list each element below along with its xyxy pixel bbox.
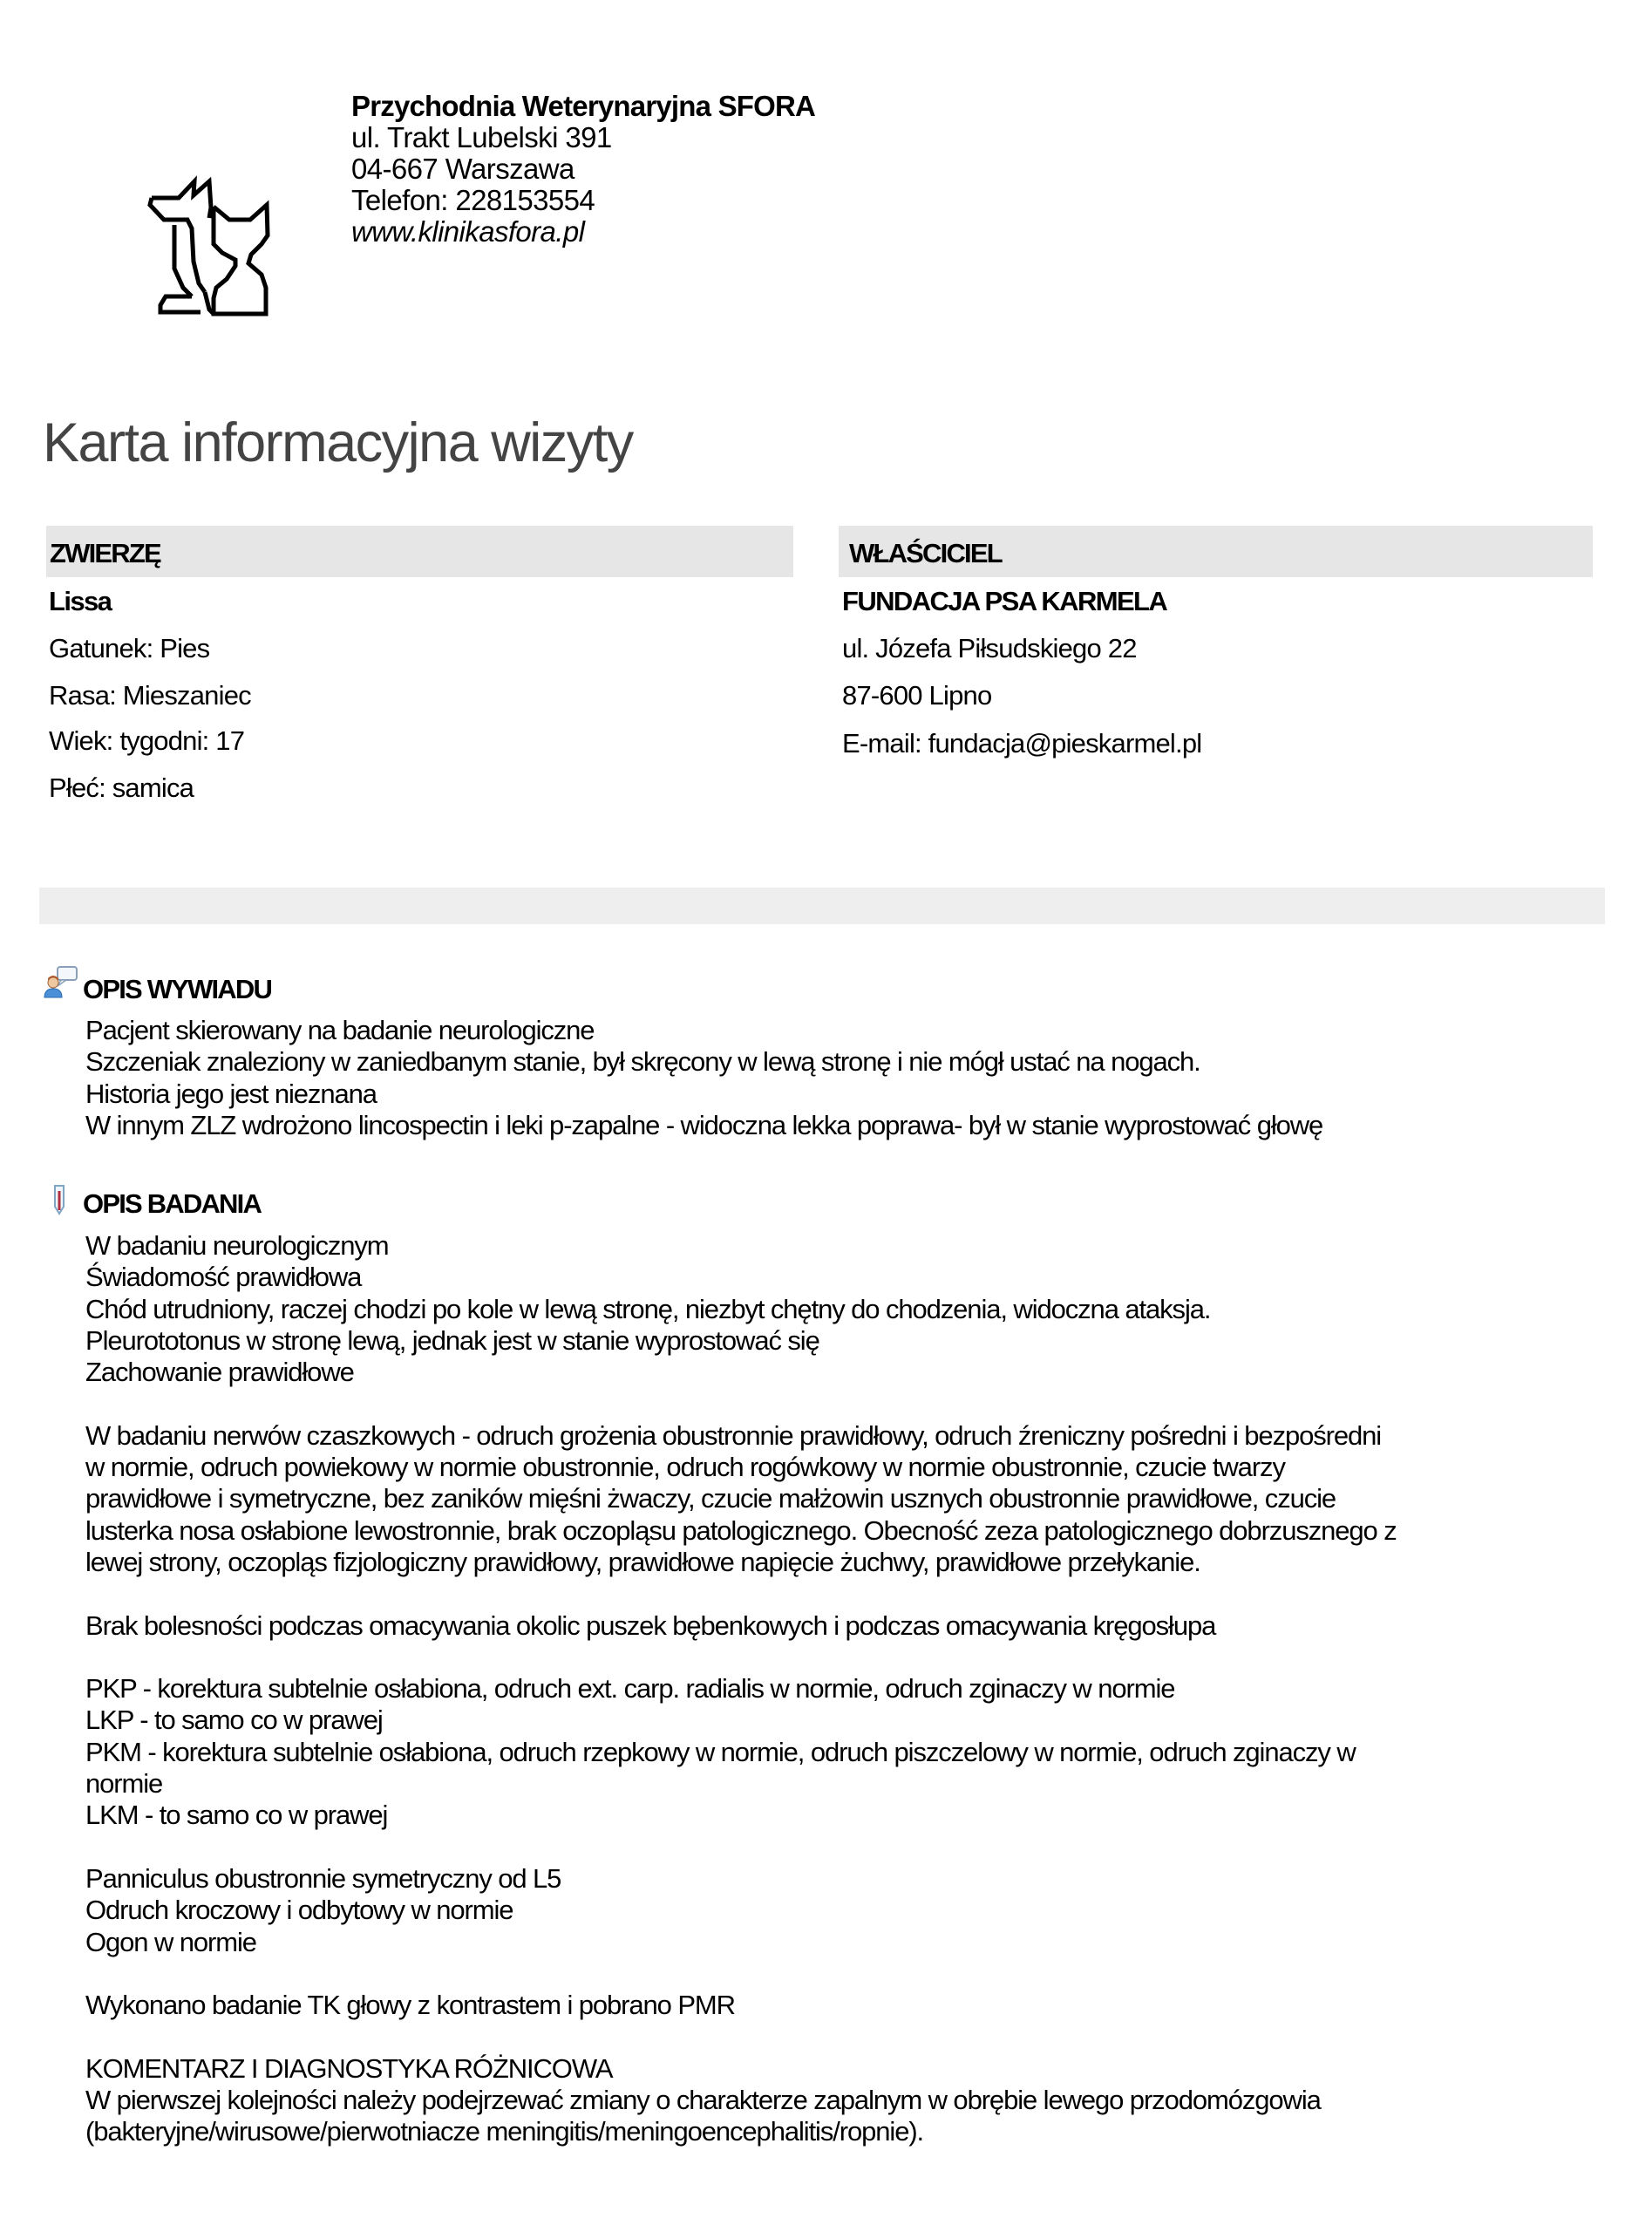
- examination-heading: OPIS BADANIA: [83, 1188, 262, 1219]
- animal-species: Gatunek: Pies: [49, 633, 210, 663]
- animal-section-header: [46, 526, 793, 577]
- examination-text: [85, 1230, 1397, 2148]
- section-divider-bar: [39, 888, 1605, 924]
- examination-line: PKP - korektura subtelnie osłabiona, odruch ext. carp. radialis w normie, odruch zginaczy w normie: [85, 1673, 1175, 1705]
- owner-name: FUNDACJA PSA KARMELA: [842, 586, 1167, 616]
- clinic-street: ul. Trakt Lubelski 391: [351, 121, 612, 153]
- clinic-name: Przychodnia Weterynaryjna SFORA: [351, 90, 816, 122]
- owner-section-header: [839, 526, 1593, 577]
- owner-header-label: WŁAŚCICIEL: [849, 538, 1002, 568]
- interview-text: [85, 1015, 1322, 1141]
- examination-line: Świadomość prawidłowa: [85, 1262, 362, 1293]
- examination-line: Pleurototonus w stronę lewą, jednak jest w stanie wyprostować się: [85, 1324, 819, 1356]
- clinic-info: [351, 91, 815, 248]
- interview-line: Historia jego jest nieznana: [85, 1078, 377, 1109]
- examination-line: Zachowanie prawidłowe: [85, 1357, 354, 1388]
- examination-line: PKM - korektura subtelnie osłabiona, odruch rzepkowy w normie, odruch piszczelowy w normie, odruch zginaczy w: [85, 1736, 1356, 1767]
- examination-line: Wykonano badanie TK głowy z kontrastem i pobrano PMR: [85, 1990, 735, 2021]
- interview-heading: OPIS WYWIADU: [83, 974, 272, 1004]
- person-speech-icon: [44, 965, 80, 1000]
- animal-name: Lissa: [49, 586, 112, 616]
- examination-line: LKM - to samo co w prawej: [85, 1800, 388, 1831]
- examination-line: Brak bolesności podczas omacywania okolic puszek bębenkowych i podczas omacywania kręgosłupa: [85, 1609, 1216, 1641]
- animal-header-label: ZWIERZĘ: [50, 538, 160, 568]
- examination-line: normie: [85, 1768, 163, 1800]
- examination-line: lewej strony, oczopląs fizjologiczny prawidłowy, prawidłowe napięcie żuchwy, prawidłowe przełykanie.: [85, 1546, 1200, 1577]
- examination-line: W badaniu neurologicznym: [85, 1230, 389, 1261]
- examination-line: W badaniu nerwów czaszkowych - odruch grożenia obustronnie prawidłowy, odruch źreniczny pośredni i bezpośredni: [85, 1419, 1382, 1451]
- animal-breed: Rasa: Mieszaniec: [49, 680, 251, 711]
- examination-line: Ogon w normie: [85, 1926, 256, 1957]
- examination-line: [85, 1578, 1397, 1609]
- interview-line: Szczeniak znaleziony w zaniedbanym stanie, był skręcony w lewą stronę i nie mógł ustać na nogach.: [85, 1046, 1200, 1078]
- examination-line: W pierwszej kolejności należy podejrzewać zmiany o charakterze zapalnym w obrębie lewego przodomózgowia: [85, 2085, 1321, 2116]
- examination-line: [85, 1832, 1397, 1863]
- dog-and-cat-logo-icon: [139, 166, 288, 323]
- examination-line: Odruch kroczowy i odbytowy w normie: [85, 1895, 513, 1926]
- clinic-website-link[interactable]: www.klinikasfora.pl: [351, 215, 585, 248]
- animal-sex: Płeć: samica: [49, 772, 194, 803]
- examination-line: w normie, odruch powiekowy w normie obustronnie, odruch rogówkowy w normie obustronnie, czucie twarzy: [85, 1452, 1285, 1483]
- clinic-phone: Telefon: 228153554: [351, 184, 595, 216]
- clinic-city: 04-667 Warszawa: [351, 153, 574, 185]
- examination-line: (bakteryjne/wirusowe/pierwotniacze meningitis/meningoencephalitis/ropnie).: [85, 2116, 924, 2147]
- examination-line: [85, 1388, 1397, 1419]
- examination-line: [85, 1642, 1397, 1673]
- examination-line: lusterka nosa osłabione lewostronnie, brak oczopląsu patologicznego. Obecność zeza patologicznego dobrzusznego z: [85, 1514, 1397, 1546]
- owner-street: ul. Józefa Piłsudskiego 22: [842, 633, 1137, 663]
- examination-line: Panniculus obustronnie symetryczny od L5: [85, 1862, 561, 1894]
- interview-line: W innym ZLZ wdrożono lincospectin i leki p-zapalne - widoczna lekka poprawa- był w stanie wyprostować głowę: [85, 1109, 1323, 1140]
- examination-line: LKP - to samo co w prawej: [85, 1705, 383, 1736]
- animal-age: Wiek: tygodni: 17: [49, 725, 245, 756]
- examination-line: Chód utrudniony, raczej chodzi po kole w lewą stronę, niezbyt chętny do chodzenia, widoczna ataksja.: [85, 1293, 1211, 1324]
- examination-line: [85, 2021, 1397, 2052]
- interview-line: Pacjent skierowany na badanie neurologiczne: [85, 1015, 595, 1045]
- examination-line: [85, 1958, 1397, 1990]
- owner-email: E-mail: fundacja@pieskarmel.pl: [842, 728, 1202, 759]
- examination-line: KOMENTARZ I DIAGNOSTYKA RÓŻNICOWA: [85, 2052, 613, 2084]
- examination-line: prawidłowe i symetryczne, bez zaników mięśni żwaczy, czucie małżowin usznych obustronnie prawidłowe, czucie: [85, 1483, 1336, 1514]
- clinic-logo: [139, 166, 288, 323]
- owner-city: 87-600 Lipno: [842, 680, 992, 711]
- thermometer-icon: [51, 1184, 68, 1219]
- page-title: Karta informacyjna wizyty: [43, 412, 633, 473]
